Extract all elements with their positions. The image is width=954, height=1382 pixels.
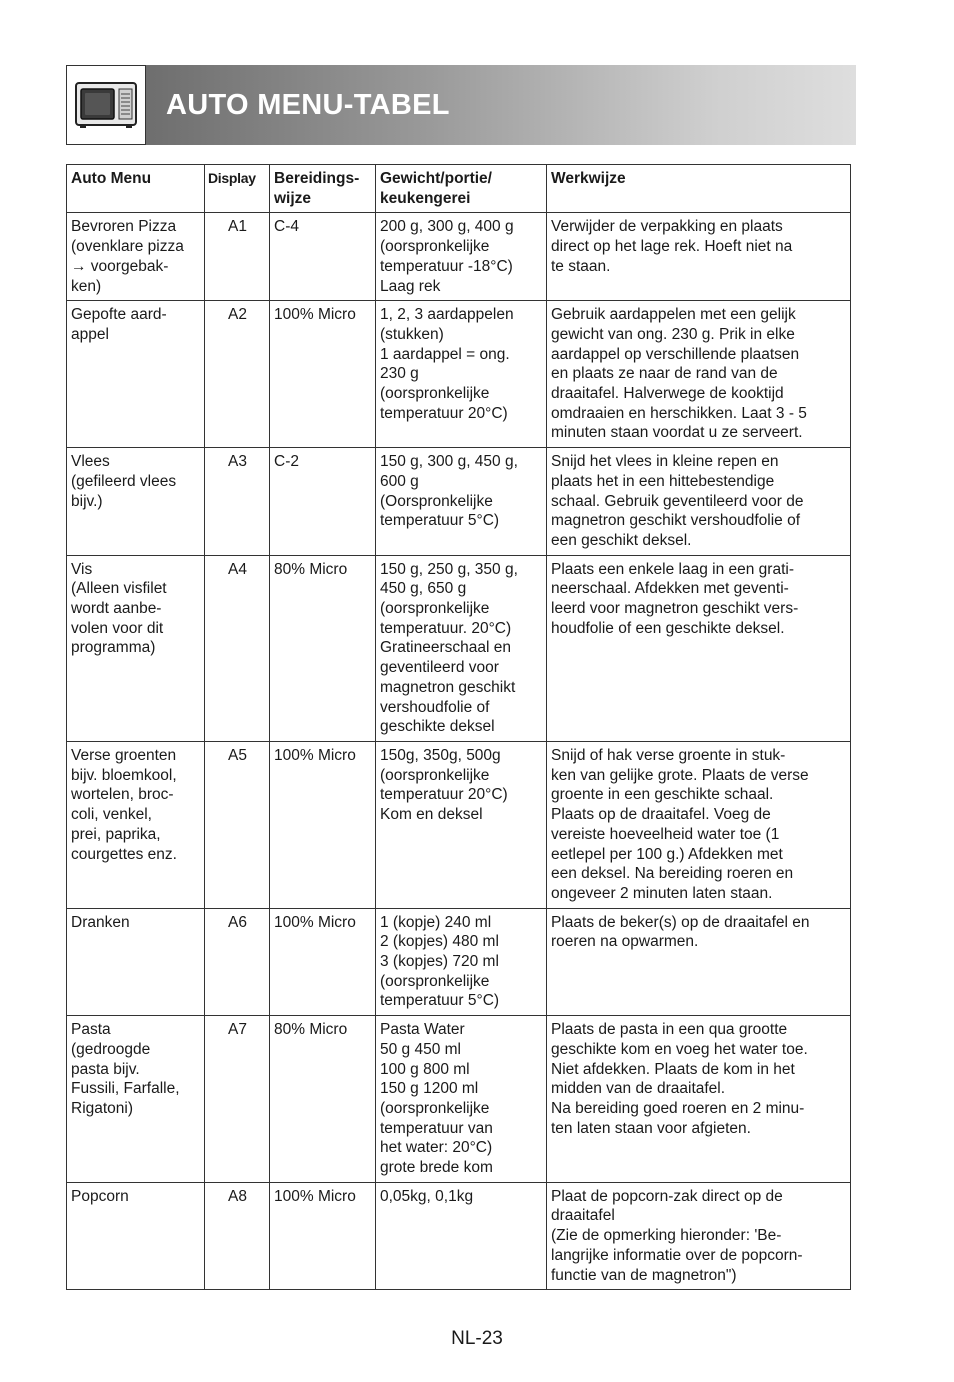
- cell-mode: 100% Micro: [270, 301, 376, 448]
- auto-menu-table: [66, 164, 851, 1290]
- table-row: [67, 908, 851, 1016]
- cell-weight: 200 g, 300 g, 400 g (oorspronkelijke temperatuur -18°C) Laag rek: [376, 213, 547, 301]
- cell-method: Gebruik aardappelen met een gelijk gewicht van ong. 230 g. Prik in elke aardappel op verschillende plaatsen en plaats ze naar de rand van de draaitafel. Halverwege de kooktijd omdraaien en herschikken. Laat 3 - 5 minuten staan voordat u ze serveert.: [547, 301, 851, 448]
- page-header: [66, 65, 856, 145]
- cell-method: Snijd het vlees in kleine repen en plaats het in een hittebestendige schaal. Gebruik geventileerd voor de magnetron geschikt vershoudfolie of een geschikt deksel.: [547, 448, 851, 556]
- table-row: [67, 1016, 851, 1183]
- table-row: [67, 1182, 851, 1290]
- cell-mode: 100% Micro: [270, 908, 376, 1016]
- cell-weight: 150g, 350g, 500g (oorspronkelijke temperatuur 20°C) Kom en deksel: [376, 741, 547, 908]
- page-title: AUTO MENU-TABEL: [166, 88, 450, 121]
- cell-mode: 80% Micro: [270, 1016, 376, 1183]
- cell-display: A6: [205, 908, 270, 1016]
- table-row: [67, 213, 851, 301]
- cell-weight: 1, 2, 3 aardappelen (stukken) 1 aardappel = ong. 230 g (oorspronkelijke temperatuur 20°C): [376, 301, 547, 448]
- cell-menu: Vlees (gefileerd vlees bijv.): [67, 448, 205, 556]
- cell-display: A2: [205, 301, 270, 448]
- cell-weight: 1 (kopje) 240 ml 2 (kopjes) 480 ml 3 (kopjes) 720 ml (oorspronkelijke temperatuur 5°C): [376, 908, 547, 1016]
- cell-method: Plaats een enkele laag in een grati- neerschaal. Afdekken met geventi- leerd voor magnetron geschikt vers- houdfolie of een geschikte deksel.: [547, 555, 851, 741]
- cell-display: A4: [205, 555, 270, 741]
- cell-mode: 80% Micro: [270, 555, 376, 741]
- column-header-method: Werkwijze: [547, 165, 851, 213]
- cell-display: A7: [205, 1016, 270, 1183]
- cell-weight: 0,05kg, 0,1kg: [376, 1182, 547, 1290]
- cell-method: Plaats de beker(s) op de draaitafel en roeren na opwarmen.: [547, 908, 851, 1016]
- table-row: [67, 741, 851, 908]
- column-header-mode: Bereidings- wijze: [270, 165, 376, 213]
- column-header-weight: Gewicht/portie/ keukengerei: [376, 165, 547, 213]
- cell-menu: Gepofte aard- appel: [67, 301, 205, 448]
- table-row: [67, 301, 851, 448]
- cell-mode: 100% Micro: [270, 1182, 376, 1290]
- table-row: [67, 448, 851, 556]
- cell-display: A8: [205, 1182, 270, 1290]
- table-header-row: [67, 165, 851, 213]
- cell-mode: 100% Micro: [270, 741, 376, 908]
- cell-menu: Dranken: [67, 908, 205, 1016]
- cell-method: Snijd of hak verse groente in stuk- ken van gelijke grote. Plaats de verse groente in een geschikte schaal. Plaats op de draaitafel. Voeg de vereiste hoeveelheid water toe (1 eetlepel per 100 g.) Afdekken met een deksel. Na bereiding roeren en ongeveer 2 minuten laten staan.: [547, 741, 851, 908]
- cell-menu: Verse groenten bijv. bloemkool, wortelen, broc- coli, venkel, prei, paprika, courgettes enz.: [67, 741, 205, 908]
- cell-menu: Vis (Alleen visfilet wordt aanbe- volen voor dit programma): [67, 555, 205, 741]
- cell-display: A5: [205, 741, 270, 908]
- cell-menu: Bevroren Pizza (ovenklare pizza → voorgebak- ken): [67, 213, 205, 301]
- cell-menu: Pasta (gedroogde pasta bijv. Fussili, Farfalle, Rigatoni): [67, 1016, 205, 1183]
- column-header-auto-menu: Auto Menu: [67, 165, 205, 213]
- cell-weight: 150 g, 250 g, 350 g, 450 g, 650 g (oorspronkelijke temperatuur. 20°C) Gratineerschaal en geventileerd voor magnetron geschikt vershoudfolie of geschikte deksel: [376, 555, 547, 741]
- cell-weight: 150 g, 300 g, 450 g, 600 g (Oorspronkelijke temperatuur 5°C): [376, 448, 547, 556]
- page-number: NL-23: [451, 1328, 503, 1349]
- title-band: [146, 65, 856, 145]
- cell-method: Plaat de popcorn-zak direct op de draaitafel (Zie de opmerking hieronder: 'Be- langrijke informatie over de popcorn- functie van de magnetron"): [547, 1182, 851, 1290]
- cell-mode: C-2: [270, 448, 376, 556]
- cell-display: A1: [205, 213, 270, 301]
- cell-mode: C-4: [270, 213, 376, 301]
- table-row: [67, 555, 851, 741]
- cell-menu: Popcorn: [67, 1182, 205, 1290]
- column-header-display: Display: [205, 165, 270, 213]
- microwave-icon: [66, 65, 146, 145]
- cell-weight: Pasta Water 50 g 450 ml 100 g 800 ml 150 g 1200 ml (oorspronkelijke temperatuur van het water: 20°C) grote brede kom: [376, 1016, 547, 1183]
- cell-method: Plaats de pasta in een qua grootte geschikte kom en voeg het water toe. Niet afdekken. Plaats de kom in het midden van de draaitafel. Na bereiding goed roeren en 2 minu- ten laten staan voor afgieten.: [547, 1016, 851, 1183]
- cell-method: Verwijder de verpakking en plaats direct op het lage rek. Hoeft niet na te staan.: [547, 213, 851, 301]
- cell-display: A3: [205, 448, 270, 556]
